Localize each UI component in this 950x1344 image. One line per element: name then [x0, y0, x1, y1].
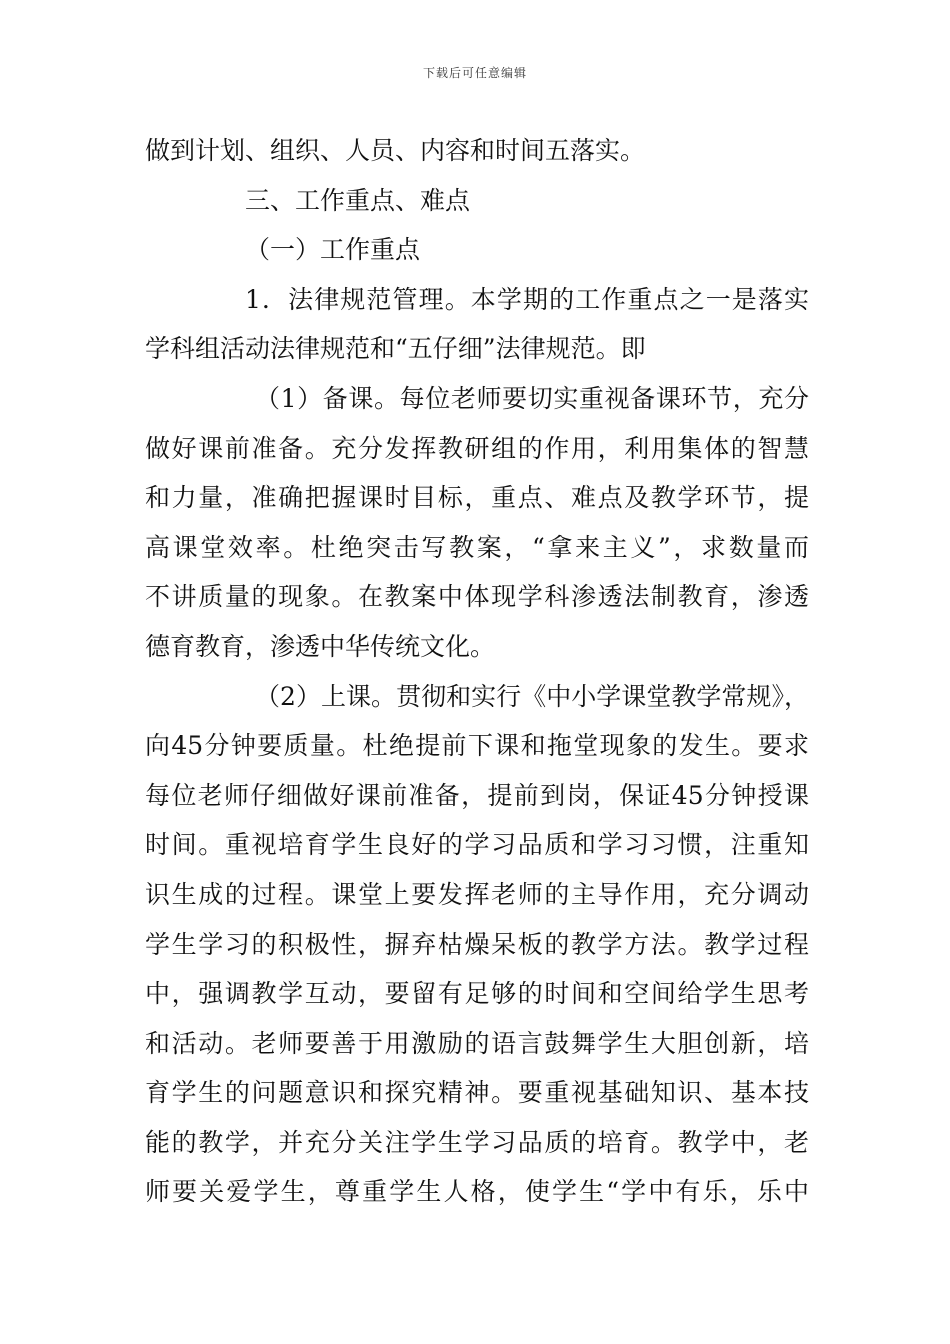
- text-line: 育学生的问题意识和探究精神。要重视基础知识、基本技: [145, 1078, 809, 1108]
- text-line: 做好课前准备。充分发挥教研组的作用，利用集体的智慧: [145, 433, 809, 463]
- text-line: （1）备课。每位老师要切实重视备课环节，充分: [255, 383, 809, 413]
- section-heading: 三、工作重点、难点: [245, 185, 471, 215]
- text-line: 和力量，准确把握课时目标，重点、难点及教学环节，提: [145, 483, 809, 513]
- text-line: 德育教育，渗透中华传统文化。: [145, 631, 496, 661]
- text-line: 学生学习的积极性，摒弃枯燥呆板的教学方法。教学过程: [145, 929, 809, 959]
- text-line: 做到计划、组织、人员、内容和时间五落实。: [145, 136, 646, 165]
- text-line: 识生成的过程。课堂上要发挥老师的主导作用，充分调动: [145, 879, 809, 909]
- text-line: 学科组活动法律规范和“五仔细”法律规范。即: [145, 334, 646, 364]
- text-line: 1．法律规范管理。本学期的工作重点之一是落实: [245, 284, 809, 314]
- text-line: 师要关爱学生，尊重学生人格，使学生“学中有乐，乐中: [145, 1177, 809, 1207]
- text-line: 能的教学，并充分关注学生学习品质的培育。教学中，老: [145, 1127, 809, 1157]
- text-line: 时间。重视培育学生良好的学习品质和学习习惯，注重知: [145, 830, 809, 860]
- text-line: 中，强调教学互动，要留有足够的时间和空间给学生思考: [145, 979, 809, 1009]
- text-line: 高课堂效率。杜绝突击写教案，“拿来主义”，求数量而: [145, 532, 809, 562]
- document-body: [145, 126, 809, 1217]
- text-line: 和活动。老师要善于用激励的语言鼓舞学生大胆创新，培: [145, 1028, 809, 1058]
- page-header: 下载后可任意编辑: [422, 66, 527, 80]
- text-line: 向45分钟要质量。杜绝提前下课和拖堂现象的发生。要求: [145, 731, 809, 761]
- subsection-heading: （一）工作重点: [245, 235, 421, 265]
- text-line: 每位老师仔细做好课前准备，提前到岗，保证45分钟授课: [145, 780, 809, 810]
- text-line: （2）上课。贯彻和实行《中小学课堂教学常规》，: [255, 681, 809, 711]
- text-line: 不讲质量的现象。在教案中体现学科渗透法制教育，渗透: [145, 582, 809, 612]
